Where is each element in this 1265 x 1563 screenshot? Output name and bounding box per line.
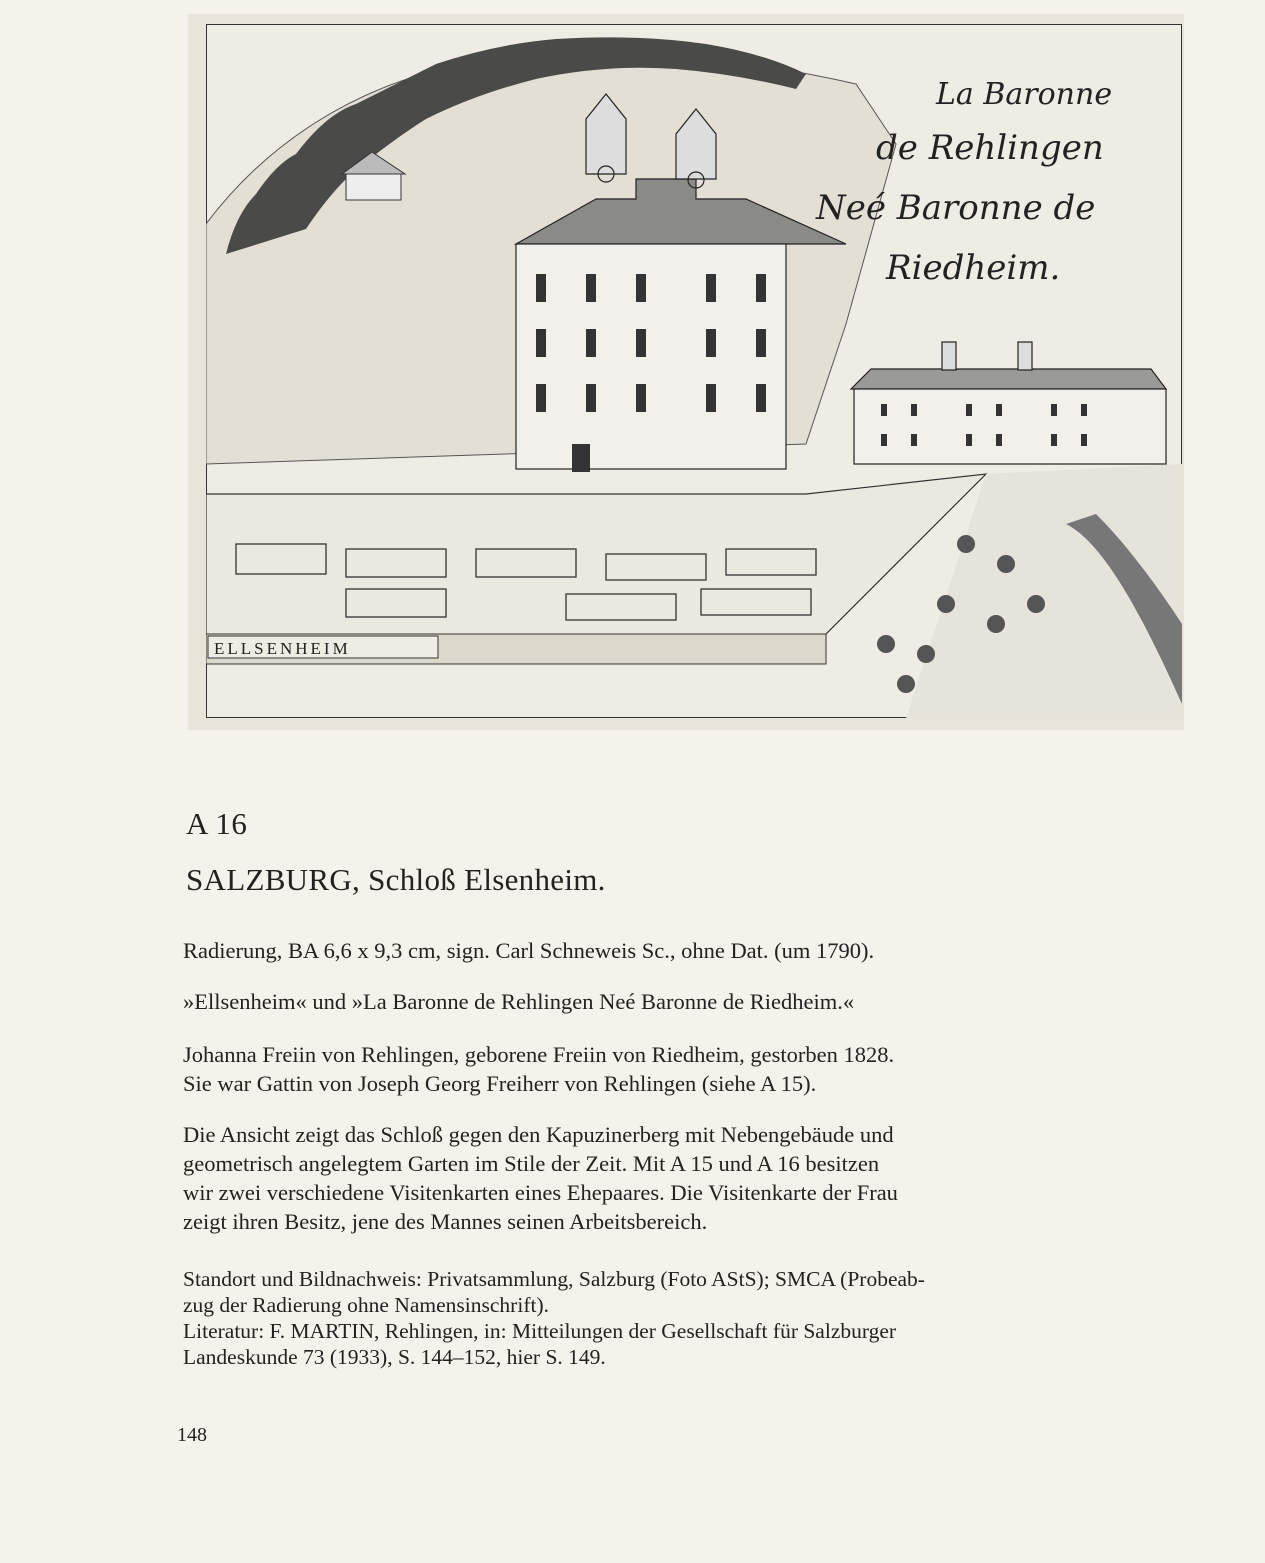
text-line: Die Ansicht zeigt das Schloß gegen den Kapuzinerberg mit Nebengebäude und [183, 1122, 894, 1147]
technique-paragraph: Radierung, BA 6,6 x 9,3 cm, sign. Carl Schneweis Sc., ohne Dat. (um 1790). [183, 938, 875, 963]
inscription-line-3: Neé Baronne de [816, 188, 1096, 228]
text-line: Johanna Freiin von Rehlingen, geborene Freiin von Riedheim, gestorben 1828. [183, 1042, 895, 1067]
page-number: 148 [177, 1424, 207, 1446]
description-paragraph [183, 1120, 1173, 1236]
text-line: Sie war Gattin von Joseph Georg Freiherr von Rehlingen (siehe A 15). [183, 1071, 817, 1096]
inscription-paragraph: »Ellsenheim« und »La Baronne de Rehlingen Neé Baronne de Riedheim.« [183, 989, 855, 1014]
plaque-text: ELLSENHEIM [214, 639, 351, 658]
catalog-title: SALZBURG, Schloß Elsenheim. [186, 862, 606, 897]
person-paragraph [183, 1040, 1173, 1098]
text-line: zeigt ihren Besitz, jene des Mannes seinen Arbeitsbereich. [183, 1209, 708, 1234]
engraving-image [206, 24, 1182, 718]
text-line: Landeskunde 73 (1933), S. 144–152, hier S. 149. [183, 1345, 606, 1369]
text-line: zug der Radierung ohne Namensinschrift). [183, 1293, 549, 1317]
inscription-line-2: de Rehlingen [876, 128, 1104, 168]
text-line: wir zwei verschiedene Visitenkarten eines Ehepaares. Die Visitenkarte der Frau [183, 1180, 898, 1205]
inscription-line-1: La Baronne [936, 77, 1113, 112]
inscription-line-4: Riedheim. [886, 248, 1061, 288]
sources-paragraph [183, 1266, 1173, 1370]
text-line: Literatur: F. MARTIN, Rehlingen, in: Mitteilungen der Gesellschaft für Salzburger [183, 1319, 897, 1343]
text-line: geometrisch angelegtem Garten im Stile der Zeit. Mit A 15 und A 16 besitzen [183, 1151, 880, 1176]
text-line: Standort und Bildnachweis: Privatsammlung, Salzburg (Foto AStS); SMCA (Probeab- [183, 1267, 925, 1291]
catalog-number: A 16 [186, 806, 248, 841]
